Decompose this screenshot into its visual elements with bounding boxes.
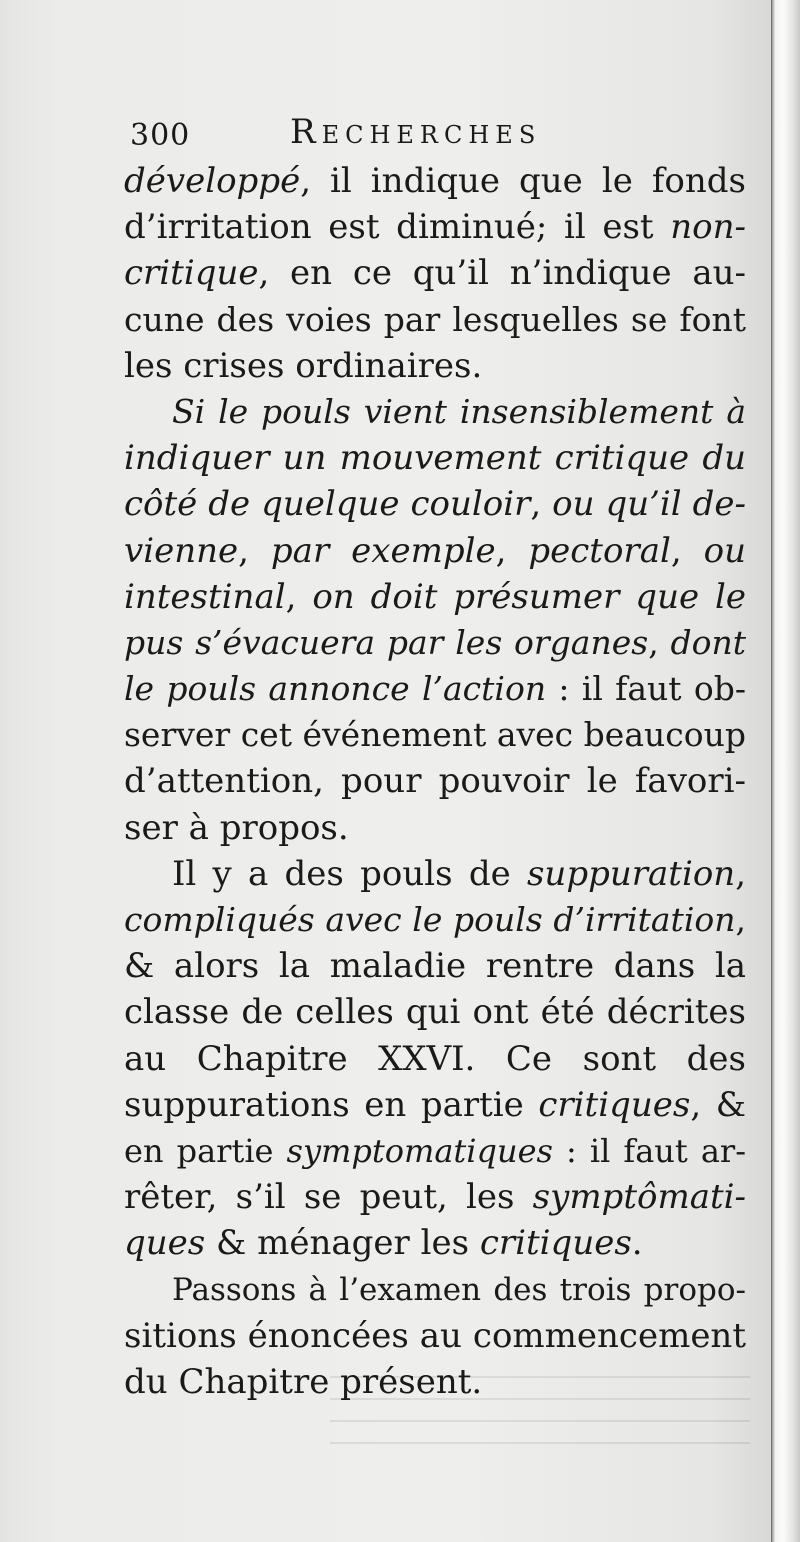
- text-line: [124, 158, 746, 204]
- text-line: [124, 805, 746, 851]
- roman-text: du Chapitre présent.: [124, 1361, 483, 1402]
- italic-text: suppuration: [526, 853, 736, 894]
- text-line: [124, 1128, 746, 1174]
- text-line: [124, 758, 746, 804]
- roman-text: ,: [735, 853, 746, 894]
- roman-text: ,: [530, 484, 553, 525]
- roman-text: ,: [285, 576, 313, 617]
- roman-text: d’attention, pour pouvoir le favori-: [124, 761, 746, 802]
- text-line: [124, 851, 746, 897]
- italic-text: indiquer un mouvement critique du: [124, 438, 746, 479]
- roman-text: .: [631, 1223, 643, 1264]
- italic-text: le pouls annonce l’action: [124, 669, 547, 709]
- running-title: Recherches: [290, 112, 542, 152]
- roman-text: ,: [670, 530, 704, 571]
- roman-text: cune des voies par lesquelles se font: [124, 299, 746, 339]
- text-line: [124, 297, 746, 343]
- roman-text: suppurations en partie: [124, 1084, 539, 1125]
- text-line: [124, 1036, 746, 1082]
- roman-text: en partie: [124, 1131, 287, 1170]
- roman-text: : il faut ob-: [546, 669, 746, 709]
- roman-text: & alors la maladie rentre dans la: [124, 946, 746, 987]
- roman-text: ser à propos.: [124, 807, 349, 848]
- italic-text: ques: [124, 1223, 206, 1264]
- roman-text: & ménager les: [205, 1223, 480, 1264]
- page-number: 300: [130, 118, 191, 153]
- roman-text: Passons à l’examen des trois propo-: [172, 1271, 746, 1308]
- text-line: [124, 1220, 746, 1266]
- text-line: [124, 528, 746, 574]
- italic-text: ou qu’il de-: [552, 484, 746, 525]
- italic-text: développé: [124, 161, 301, 201]
- roman-text: d’irritation est diminué; il est: [124, 207, 671, 248]
- italic-text: on doit présumer que le: [312, 576, 746, 617]
- italic-text: critiques: [538, 1084, 691, 1125]
- italic-text: par exemple: [270, 530, 496, 571]
- italic-text: symptômati-: [532, 1177, 746, 1218]
- text-line: [124, 712, 746, 758]
- roman-text: server cet événement avec beaucoup: [124, 715, 746, 755]
- roman-text: rêter, s’il se peut, les: [124, 1177, 533, 1218]
- text-line: [124, 943, 746, 989]
- roman-text: ,: [495, 530, 529, 571]
- text-line: [124, 620, 746, 666]
- text-line: [124, 250, 746, 296]
- italic-text: côté de quelque couloir: [124, 484, 531, 525]
- roman-text: , il indique que le fonds: [300, 161, 746, 201]
- italic-text: critiques: [479, 1223, 632, 1264]
- page-edge: [771, 0, 800, 1542]
- roman-text: , en ce qu’il n’indique au-: [258, 253, 746, 294]
- body-text: [124, 158, 746, 1405]
- italic-text: pectoral: [528, 530, 671, 571]
- roman-text: ,: [648, 622, 671, 662]
- running-head: [130, 112, 750, 162]
- italic-text: vienne: [124, 530, 239, 571]
- text-line: [124, 389, 746, 435]
- text-line: [124, 1313, 746, 1359]
- text-line: [124, 989, 746, 1035]
- italic-text: pus s’évacuera par les organes: [124, 622, 649, 662]
- text-line: [124, 1082, 746, 1128]
- roman-text: ,: [238, 530, 271, 571]
- text-line: [124, 1267, 746, 1313]
- text-line: [124, 666, 746, 712]
- roman-text: au Chapitre XXVI. Ce sont des: [124, 1038, 746, 1079]
- roman-text: : il faut ar-: [552, 1131, 746, 1170]
- text-line: [124, 1174, 746, 1220]
- roman-text: classe de celles qui ont été décrites: [124, 992, 746, 1033]
- italic-text: symptomatiques: [286, 1131, 553, 1170]
- roman-text: , &: [690, 1084, 746, 1125]
- text-line: [124, 435, 746, 481]
- italic-text: critique: [124, 253, 259, 294]
- italic-text: Si le pouls vient insensiblement à: [172, 391, 746, 431]
- text-line: [124, 204, 746, 250]
- roman-text: les crises ordinaires.: [124, 345, 483, 386]
- italic-text: ou: [703, 530, 746, 571]
- italic-text: dont: [670, 622, 746, 662]
- roman-text: sitions énoncées au commencement: [124, 1315, 746, 1356]
- text-line: [124, 481, 746, 527]
- text-line: [124, 574, 746, 620]
- italic-text: non-: [670, 207, 746, 248]
- italic-text: intestinal: [124, 576, 286, 617]
- roman-text: Il y a des pouls de: [172, 853, 527, 894]
- italic-text: compliqués avec le pouls d’irritation: [124, 900, 736, 939]
- roman-text: ,: [735, 900, 746, 939]
- text-line: [124, 343, 746, 389]
- bleed-through-shadow: [330, 1376, 750, 1446]
- text-line: [124, 897, 746, 943]
